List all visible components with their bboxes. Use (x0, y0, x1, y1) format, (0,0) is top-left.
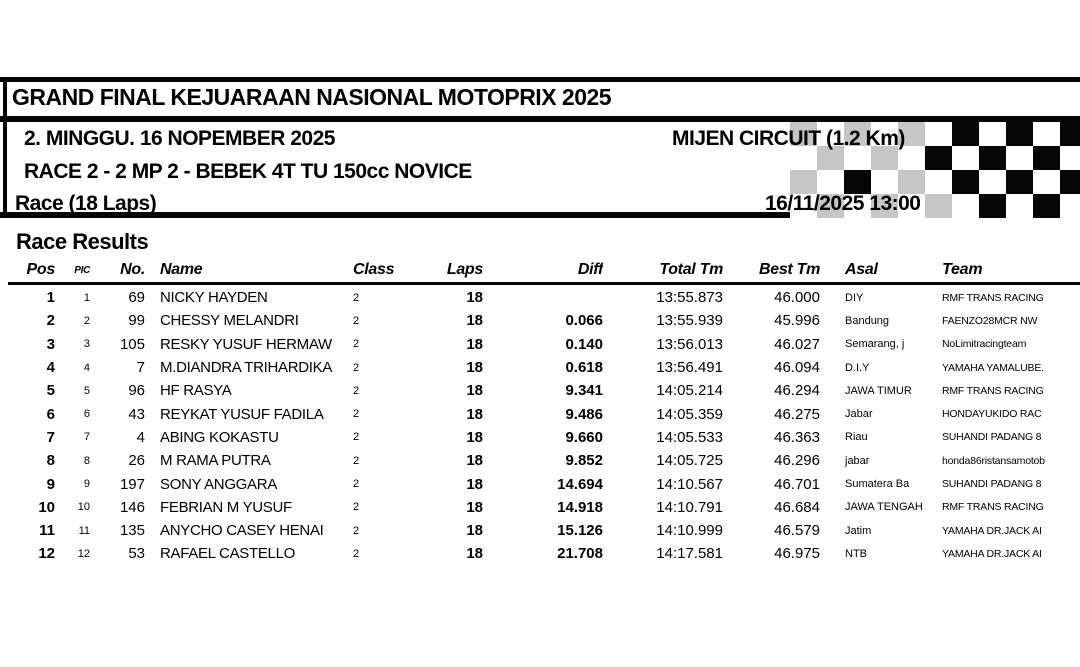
cell-pos: 12 (38, 545, 55, 563)
cell-pos: 10 (38, 498, 55, 516)
flag-cell (952, 122, 979, 146)
cell-diff: 9.341 (565, 382, 603, 400)
flag-cell (952, 170, 979, 194)
cell-team: RMF TRANS RACING (942, 384, 1044, 397)
cell-team: RMF TRANS RACING (942, 291, 1044, 304)
cell-total-tm: 14:10.999 (656, 522, 723, 540)
cell-best-tm: 45.996 (774, 312, 820, 330)
table-row (0, 449, 1080, 472)
cell-laps: 18 (466, 405, 483, 423)
flag-cell (1060, 122, 1080, 146)
cell-laps: 18 (466, 498, 483, 516)
circuit-name: MIJEN CIRCUIT (1.2 Km) (672, 127, 905, 150)
cell-total-tm: 14:10.791 (656, 498, 723, 516)
header-name: Name (160, 261, 203, 278)
cell-pos: 9 (46, 475, 55, 493)
flag-cell (979, 146, 1006, 170)
cell-asal: Riau (845, 431, 868, 444)
flag-cell (1006, 170, 1033, 194)
cell-team: RMF TRANS RACING (942, 501, 1044, 514)
cell-laps: 18 (466, 545, 483, 563)
cell-class: 2 (353, 338, 360, 351)
cell-class: 2 (353, 291, 360, 304)
flag-cell (1033, 146, 1060, 170)
cell-no: 26 (128, 452, 145, 470)
cell-pos: 4 (46, 359, 55, 377)
cell-no: 99 (128, 312, 145, 330)
cell-pos: 8 (46, 452, 55, 470)
cell-diff: 14.694 (557, 475, 603, 493)
flag-cell (925, 194, 952, 218)
cell-diff: 9.660 (565, 428, 603, 446)
cell-best-tm: 46.000 (774, 289, 820, 307)
cell-name: RAFAEL CASTELLO (160, 545, 295, 563)
table-row (0, 309, 1080, 332)
cell-pic: 8 (83, 454, 90, 467)
flag-cell (979, 122, 1006, 146)
cell-pos: 2 (46, 312, 55, 330)
cell-diff: 9.486 (565, 405, 603, 423)
top-rule (0, 77, 1080, 82)
cell-team: YAMAHA YAMALUBE. (942, 361, 1044, 374)
flag-cell (1033, 194, 1060, 218)
flag-cell (1060, 194, 1080, 218)
flag-cell (1060, 170, 1080, 194)
cell-pic: 7 (83, 431, 90, 444)
cell-laps: 18 (466, 452, 483, 470)
header-pic: PIC (74, 264, 90, 276)
cell-pos: 6 (46, 405, 55, 423)
cell-best-tm: 46.701 (774, 475, 820, 493)
cell-best-tm: 46.294 (774, 382, 820, 400)
cell-total-tm: 14:17.581 (656, 545, 723, 563)
flag-cell (844, 170, 871, 194)
cell-pos: 3 (46, 335, 55, 353)
table-row (0, 286, 1080, 309)
header-asal: Asal (845, 261, 878, 278)
left-border-rule (3, 77, 7, 218)
cell-total-tm: 14:05.533 (656, 428, 723, 446)
cell-total-tm: 13:56.491 (656, 359, 723, 377)
cell-asal: D.I.Y (845, 361, 870, 374)
cell-class: 2 (353, 501, 360, 514)
cell-laps: 18 (466, 475, 483, 493)
flag-cell (1033, 170, 1060, 194)
cell-pic: 2 (83, 314, 90, 327)
cell-no: 135 (119, 522, 145, 540)
cell-name: M RAMA PUTRA (160, 452, 271, 470)
event-date: 2. MINGGU. 16 NOPEMBER 2025 (24, 127, 335, 150)
cell-best-tm: 46.579 (774, 522, 820, 540)
cell-diff: 9.852 (565, 452, 603, 470)
cell-asal: jabar (845, 454, 870, 467)
flag-cell (1006, 146, 1033, 170)
cell-no: 197 (119, 475, 145, 493)
cell-no: 53 (128, 545, 145, 563)
cell-laps: 18 (466, 335, 483, 353)
cell-diff: 14.918 (557, 498, 603, 516)
flag-cell (871, 170, 898, 194)
cell-pic: 3 (83, 338, 90, 351)
cell-team: SUHANDI PADANG 8 (942, 431, 1042, 444)
race-class: RACE 2 - 2 MP 2 - BEBEK 4T TU 150cc NOVICE (24, 160, 472, 183)
cell-asal: JAWA TIMUR (845, 384, 912, 397)
cell-diff: 21.708 (557, 545, 603, 563)
cell-pic: 4 (83, 361, 90, 374)
cell-name: NICKY HAYDEN (160, 289, 268, 307)
flag-cell (952, 146, 979, 170)
cell-class: 2 (353, 431, 360, 444)
cell-diff: 0.618 (565, 359, 603, 377)
cell-team: YAMAHA DR.JACK AI (942, 547, 1042, 560)
cell-no: 43 (128, 405, 145, 423)
cell-pic: 1 (83, 291, 90, 304)
cell-best-tm: 46.975 (774, 545, 820, 563)
cell-laps: 18 (466, 289, 483, 307)
cell-best-tm: 46.094 (774, 359, 820, 377)
cell-pos: 7 (46, 428, 55, 446)
cell-pos: 5 (46, 382, 55, 400)
flag-cell (979, 170, 1006, 194)
cell-team: NoLimitracingteam (942, 338, 1027, 351)
cell-pic: 5 (83, 384, 90, 397)
cell-pic: 12 (77, 547, 90, 560)
cell-class: 2 (353, 547, 360, 560)
flag-cell (817, 170, 844, 194)
table-row (0, 472, 1080, 495)
flag-cell (1033, 122, 1060, 146)
cell-pic: 6 (83, 408, 90, 421)
cell-team: FAENZO28MCR NW (942, 314, 1038, 327)
header-class: Class (353, 261, 395, 278)
cell-laps: 18 (466, 522, 483, 540)
cell-pic: 9 (83, 478, 90, 491)
cell-total-tm: 13:55.873 (656, 289, 723, 307)
cell-class: 2 (353, 478, 360, 491)
cell-total-tm: 14:05.359 (656, 405, 723, 423)
cell-name: REYKAT YUSUF FADILA (160, 405, 324, 423)
race-datetime: 16/11/2025 13:00 (765, 192, 921, 215)
header-total-tm: Total Tm (659, 261, 723, 278)
results-rows (0, 286, 1080, 566)
cell-name: ANYCHO CASEY HENAI (160, 522, 324, 540)
cell-team: SUHANDI PADANG 8 (942, 478, 1042, 491)
cell-team: YAMAHA DR.JACK AI (942, 524, 1042, 537)
cell-total-tm: 14:05.725 (656, 452, 723, 470)
cell-best-tm: 46.363 (774, 428, 820, 446)
cell-laps: 18 (466, 359, 483, 377)
table-row (0, 379, 1080, 402)
cell-pic: 10 (77, 501, 90, 514)
table-header-rule (8, 282, 1080, 285)
header-laps: Laps (446, 261, 483, 278)
cell-name: ABING KOKASTU (160, 428, 279, 446)
flag-cell (1060, 146, 1080, 170)
table-row (0, 519, 1080, 542)
table-row (0, 402, 1080, 425)
cell-class: 2 (353, 408, 360, 421)
cell-laps: 18 (466, 382, 483, 400)
cell-laps: 18 (466, 312, 483, 330)
cell-diff: 15.126 (557, 522, 603, 540)
cell-no: 105 (119, 335, 145, 353)
cell-no: 96 (128, 382, 145, 400)
cell-laps: 18 (466, 428, 483, 446)
cell-diff: 0.140 (565, 335, 603, 353)
header-no: No. (120, 261, 145, 278)
cell-class: 2 (353, 361, 360, 374)
cell-class: 2 (353, 454, 360, 467)
cell-team: HONDAYUKIDO RAC (942, 408, 1042, 421)
cell-class: 2 (353, 314, 360, 327)
cell-name: CHESSY MELANDRI (160, 312, 299, 330)
cell-pic: 11 (78, 524, 90, 537)
cell-name: FEBRIAN M YUSUF (160, 498, 292, 516)
flag-cell (1006, 122, 1033, 146)
header-diff: Diff (577, 261, 603, 278)
cell-pos: 1 (46, 289, 55, 307)
cell-class: 2 (353, 384, 360, 397)
flag-cell (925, 170, 952, 194)
flag-cell (790, 170, 817, 194)
cell-no: 4 (136, 428, 145, 446)
cell-total-tm: 14:05.214 (656, 382, 723, 400)
cell-asal: NTB (845, 547, 867, 560)
flag-cell (925, 122, 952, 146)
flag-cell (952, 194, 979, 218)
cell-best-tm: 46.027 (774, 335, 820, 353)
table-row (0, 426, 1080, 449)
section-title: Race Results (16, 229, 149, 254)
cell-diff: 0.066 (565, 312, 603, 330)
cell-asal: Semarang, j (845, 338, 905, 351)
cell-asal: Jatim (845, 524, 872, 537)
cell-total-tm: 13:56.013 (656, 335, 723, 353)
cell-pos: 11 (39, 522, 55, 540)
cell-asal: JAWA TENGAH (845, 501, 923, 514)
cell-best-tm: 46.296 (774, 452, 820, 470)
table-row (0, 356, 1080, 379)
results-table-header (0, 258, 1080, 282)
cell-asal: Sumatera Ba (845, 478, 910, 491)
flag-cell (1006, 194, 1033, 218)
cell-no: 7 (136, 359, 145, 377)
header-team: Team (942, 261, 983, 278)
cell-name: SONY ANGGARA (160, 475, 277, 493)
cell-best-tm: 46.684 (774, 498, 820, 516)
table-row (0, 542, 1080, 565)
cell-name: M.DIANDRA TRIHARDIKA (160, 359, 333, 377)
flag-cell (898, 170, 925, 194)
cell-no: 146 (119, 498, 145, 516)
cell-team: honda86ristansamotob (942, 454, 1045, 467)
table-row (0, 333, 1080, 356)
cell-class: 2 (353, 524, 360, 537)
cell-no: 69 (128, 289, 145, 307)
header-best-tm: Best Tm (758, 261, 820, 278)
cell-total-tm: 13:55.939 (656, 312, 723, 330)
race-laps: Race (18 Laps) (15, 192, 157, 215)
cell-asal: Bandung (845, 314, 890, 327)
cell-name: RESKY YUSUF HERMAW (160, 335, 332, 353)
cell-name: HF RASYA (160, 382, 232, 400)
cell-best-tm: 46.275 (774, 405, 820, 423)
cell-total-tm: 14:10.567 (656, 475, 723, 493)
header-pos: Pos (26, 261, 55, 278)
cell-asal: DIY (845, 291, 864, 304)
flag-cell (979, 194, 1006, 218)
flag-cell (925, 146, 952, 170)
document-title: GRAND FINAL KEJUARAAN NASIONAL MOTOPRIX 2025 (12, 84, 612, 110)
cell-asal: Jabar (845, 408, 873, 421)
table-row (0, 496, 1080, 519)
